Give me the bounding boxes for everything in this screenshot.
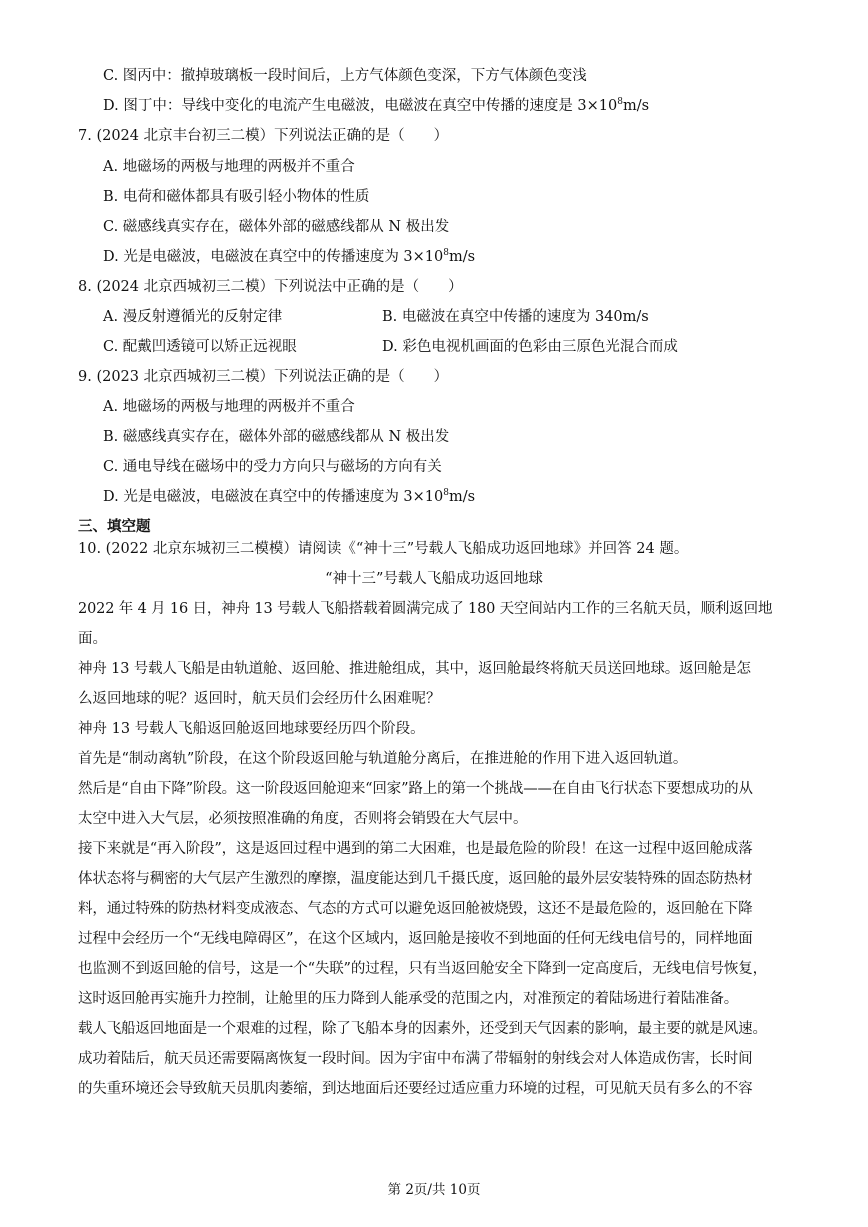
q9-option-d-unit: m/s xyxy=(449,489,476,505)
article-line: 么返回地球的呢？返回时，航天员们会经历什么困难呢？ xyxy=(78,691,441,707)
article-line: 然后是“自由下降”阶段。这一阶段返回舱迎来“回家”路上的第一个挑战——在自由飞行状态下要想成功的从 xyxy=(78,781,753,797)
q7-option-d-exponent: 8 xyxy=(443,248,449,258)
article-line: 神舟 13 号载人飞船返回舱返回地球要经历四个阶段。 xyxy=(78,721,425,737)
article-line: 面。 xyxy=(78,631,107,647)
q8-option-b: B. 电磁波在真空中传播的速度为 340m/s xyxy=(382,309,649,325)
q7-option-d-text: D. 光是电磁波，电磁波在真空中的传播速度为 3×10 xyxy=(103,249,444,265)
q8-option-d: D. 彩色电视机画面的色彩由三原色光混合而成 xyxy=(382,339,678,355)
page-number-footer: 第 2页/共 10页 xyxy=(387,1182,481,1198)
article-line: 过程中会经历一个“无线电障碍区”，在这个区域内，返回舱是接收不到地面的任何无线电信号的，同样地面 xyxy=(78,931,753,947)
article-line: 首先是“制动离轨”阶段，在这个阶段返回舱与轨道舱分离后，在推进舱的作用下进入返回轨道。 xyxy=(78,751,688,767)
q9-option-d-exponent: 8 xyxy=(443,488,449,498)
q9-option-b: B. 磁感线真实存在，磁体外部的磁感线都从 N 极出发 xyxy=(103,429,450,445)
article-line: 太空中进入大气层，必须按照准确的角度，否则将会销毁在大气层中。 xyxy=(78,811,528,827)
article-line: 2022 年 4 月 16 日，神舟 13 号载人飞船搭载着圆满完成了 180 天空间站内工作的三名航天员，顺利返回地 xyxy=(78,601,773,617)
q8-option-a: A. 漫反射遵循光的反射定律 xyxy=(103,309,283,325)
article-line: 神舟 13 号载人飞船是由轨道舱、返回舱、推进舱组成，其中，返回舱最终将航天员送回地球。返回舱是怎 xyxy=(78,661,751,677)
q9-option-c: C. 通电导线在磁场中的受力方向只与磁场的方向有关 xyxy=(103,459,442,475)
q8-option-c: C. 配戴凹透镜可以矫正远视眼 xyxy=(103,339,297,355)
q6-option-d-exponent: 8 xyxy=(617,97,623,107)
article-line: 体状态将与稠密的大气层产生激烈的摩擦，温度能达到几千摄氏度，返回舱的最外层安装特殊的固态防热材 xyxy=(78,871,753,887)
q7-option-d xyxy=(103,247,475,267)
q10-stem: 10. (2022 北京东城初三二模模）请阅读《“神十三”号载人飞船成功返回地球》并回答 24 题。 xyxy=(78,541,689,557)
q7-option-a: A. 地磁场的两极与地理的两极并不重合 xyxy=(103,159,355,175)
q9-option-d-text: D. 光是电磁波，电磁波在真空中的传播速度为 3×10 xyxy=(103,489,444,505)
q8-stem: 8. (2024 北京西城初三二模）下列说法中正确的是（ ） xyxy=(78,279,463,295)
q6-option-d-text: D. 图丁中：导线中变化的电流产生电磁波，电磁波在真空中传播的速度是 3×10 xyxy=(103,98,618,114)
article-line: 料，通过特殊的防热材料变成液态、气态的方式可以避免返回舱被烧毁，这还不是最危险的，返回舱在下降 xyxy=(78,901,753,917)
q6-option-d xyxy=(103,96,649,116)
article-line: 载人飞船返回地面是一个艰难的过程，除了飞船本身的因素外，还受到天气因素的影响，最主要的就是风速。 xyxy=(78,1021,767,1037)
q7-option-b: B. 电荷和磁体都具有吸引轻小物体的性质 xyxy=(103,189,370,205)
q6-option-c: C. 图丙中：撤掉玻璃板一段时间后，上方气体颜色变深，下方气体颜色变浅 xyxy=(103,68,587,84)
article-line: 接下来就是“再入阶段”，这是返回过程中遇到的第二大困难，也是最危险的阶段！在这一过程中返回舱成落 xyxy=(78,841,753,857)
article-line: 也监测不到返回舱的信号，这是一个“失联”的过程，只有当返回舱安全下降到一定高度后，无线电信号恢复， xyxy=(78,961,767,977)
q6-option-d-unit: m/s xyxy=(623,98,650,114)
q9-option-d xyxy=(103,487,475,507)
q7-option-c: C. 磁感线真实存在，磁体外部的磁感线都从 N 极出发 xyxy=(103,219,450,235)
article-line: 的失重环境还会导致航天员肌肉萎缩，到达地面后还要经过适应重力环境的过程，可见航天员有多么的不容 xyxy=(78,1081,753,1097)
q9-stem: 9. (2023 北京西城初三二模）下列说法正确的是（ ） xyxy=(78,369,449,385)
article-title: “神十三”号载人飞船成功返回地球 xyxy=(325,571,543,587)
q7-option-d-unit: m/s xyxy=(449,249,476,265)
q9-option-a: A. 地磁场的两极与地理的两极并不重合 xyxy=(103,399,355,415)
q7-stem: 7. (2024 北京丰台初三二模）下列说法正确的是（ ） xyxy=(78,128,449,144)
article-line: 成功着陆后，航天员还需要隔离恢复一段时间。因为宇宙中布满了带辐射的射线会对人体造成伤害，长时间 xyxy=(78,1051,753,1067)
section-heading: 三、填空题 xyxy=(78,519,151,535)
article-line: 这时返回舱再实施升力控制，让舱里的压力降到人能承受的范围之内，对准预定的着陆场进行着陆准备。 xyxy=(78,991,739,1007)
